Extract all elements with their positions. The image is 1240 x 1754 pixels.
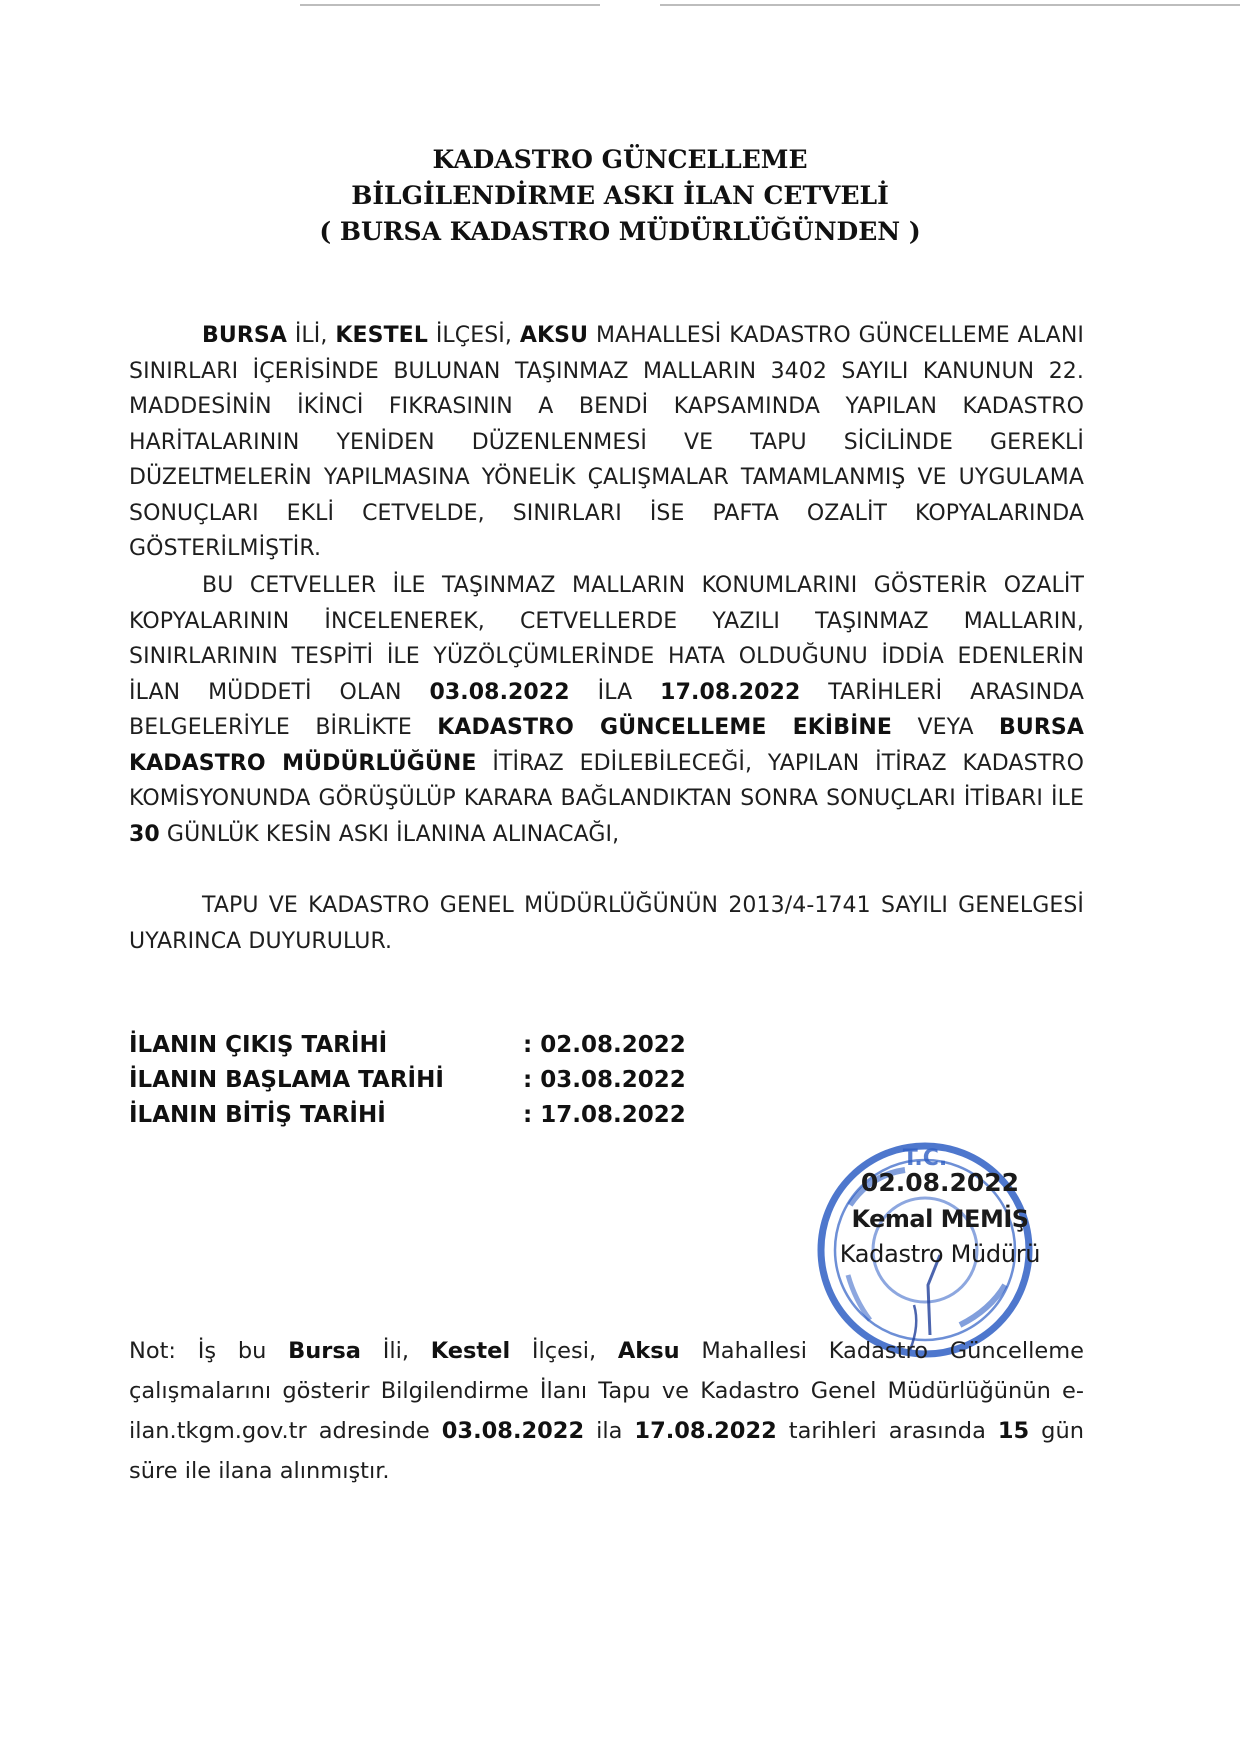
text-fragment: İLA <box>569 679 661 705</box>
date-row-issue <box>129 1028 686 1063</box>
note-province: Bursa <box>288 1338 361 1364</box>
note-days: 15 <box>997 1418 1030 1444</box>
title-line-1: KADASTRO GÜNCELLEME <box>432 145 808 174</box>
text-fragment: TARİHLERİ ARASINDA BELGELERİYLE BİRLİKTE <box>129 679 1084 740</box>
stamp-signer-name: Kemal MEMİŞ <box>851 1205 1029 1233</box>
paragraph-directive: TAPU VE KADASTRO GENEL MÜDÜRLÜĞÜNÜN 2013/4-1741 SAYILI GENELGESİ UYARINCA DUYURULUR. <box>129 893 1084 954</box>
note-district: Kestel <box>430 1338 511 1364</box>
text-fragment: İlçesi, <box>510 1338 618 1364</box>
date-value: : 02.08.2022 <box>523 1032 686 1058</box>
date-row-start <box>129 1063 686 1098</box>
note-end-date: 17.08.2022 <box>634 1418 777 1444</box>
text-fragment: İTİRAZ EDİLEBİLECEĞİ, YAPILAN İTİRAZ KADASTRO KOMİSYONUNDA GÖRÜŞÜLÜP KARARA BAĞLANDIKTAN SONRA SONUÇLARI İTİBARI İLE <box>129 750 1084 811</box>
seal-emblem-text: T.C. <box>902 1146 948 1171</box>
note-paragraph <box>129 1331 1084 1491</box>
text-fragment: ila <box>584 1418 635 1444</box>
text-fragment: GÜNLÜK KESİN ASKI İLANINA ALINACAĞI, <box>159 821 620 847</box>
text-fragment: İLÇESİ, <box>427 323 520 348</box>
district-name: KESTEL <box>335 323 428 348</box>
office-name: BURSA KADASTRO MÜDÜRLÜĞÜNE <box>129 715 1084 776</box>
stamp-date: 02.08.2022 <box>860 1168 1020 1197</box>
date-label: İLANIN BİTİŞ TARİHİ <box>129 1102 386 1128</box>
province-name: BURSA <box>202 323 287 348</box>
date-value: : 03.08.2022 <box>523 1067 686 1093</box>
text-fragment: Not: İş bu <box>129 1338 289 1364</box>
note-start-date: 03.08.2022 <box>441 1418 585 1444</box>
date-label: İLANIN ÇIKIŞ TARİHİ <box>129 1032 388 1058</box>
stamp-signer-title: Kadastro Müdürü <box>839 1240 1041 1268</box>
text-fragment: gün süre ile ilana alınmıştır. <box>129 1418 1084 1484</box>
date-value: : 17.08.2022 <box>523 1102 686 1128</box>
text-fragment: İLİ, <box>286 323 336 348</box>
title-line-3: ( BURSA KADASTRO MÜDÜRLÜĞÜNDEN ) <box>319 217 921 246</box>
text-fragment: tarihleri arasında <box>776 1418 998 1444</box>
scan-edge-line <box>300 4 600 6</box>
paragraph-announcement <box>129 318 1084 567</box>
end-date: 17.08.2022 <box>660 679 801 705</box>
text-fragment: BU CETVELLER İLE TAŞINMAZ MALLARIN KONUMLARINI GÖSTERİR OZALİT KOPYALARININ İNCELENEREK, CETVELLERDE YAZILI TAŞINMAZ MALLARIN, SINIRLARININ TESPİTİ İLE YÜZÖLÇÜMLERİNDE HATA OLDUĞUNU İDDİA EDENLERİN İLAN MÜDDETİ OLAN <box>129 573 1084 705</box>
text-fragment: VEYA <box>892 715 1000 740</box>
days-count: 30 <box>129 821 160 847</box>
date-row-end <box>129 1098 686 1133</box>
neighborhood-name: AKSU <box>519 323 589 348</box>
text-fragment: Mahallesi Kadastro Güncelleme çalışmalarını gösterir Bilgilendirme İlanı Tapu ve Kadastro Genel Müdürlüğünün e-ilan.tkgm.gov.tr adresinde <box>129 1338 1084 1444</box>
text-fragment: MAHALLESİ KADASTRO GÜNCELLEME ALANI SINIRLARI İÇERİSİNDE BULUNAN TAŞINMAZ MALLARIN 3402 SAYILI KANUNUN 22. MADDESİNİN İKİNCİ FIKRASININ A BENDİ KAPSAMINDA YAPILAN KADASTRO HARİTALARININ YENİDEN DÜZENLENMESİ VE TAPU SİCİLİNDE GEREKLİ DÜZELTMELERİN YAPILMASINA YÖNELİK ÇALIŞMALAR TAMAMLANMIŞ VE UYGULAMA SONUÇLARI EKLİ CETVELDE, SINIRLARI İSE PAFTA OZALİT KOPYALARINDA GÖSTERİLMİŞTİR. <box>129 323 1084 561</box>
date-label: İLANIN BAŞLAMA TARİHİ <box>129 1067 444 1093</box>
document-title <box>0 142 1240 250</box>
title-line-2: BİLGİLENDİRME ASKI İLAN CETVELİ <box>351 181 889 210</box>
note-neighborhood: Aksu <box>617 1338 680 1364</box>
paragraph-objection <box>129 568 1084 852</box>
start-date: 03.08.2022 <box>429 679 570 705</box>
team-name: KADASTRO GÜNCELLEME EKİBİNE <box>437 715 893 740</box>
dates-table <box>129 1028 686 1133</box>
text-fragment: İli, <box>360 1338 431 1364</box>
scan-edge-line <box>660 4 1240 6</box>
